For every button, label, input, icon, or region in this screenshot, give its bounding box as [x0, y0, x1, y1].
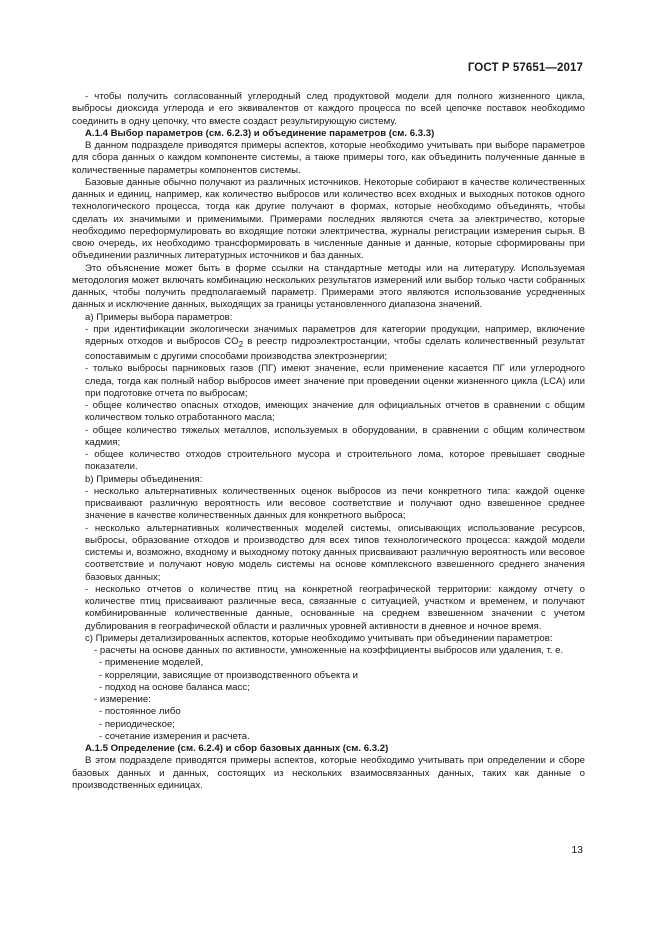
list-item	[72, 324, 585, 364]
paragraph: В данном подразделе приводятся примеры аспектов, которые необходимо учитывать при выборе параметров для сбора данных о каждом компоненте системы, а также примеры того, как объединить полученные данные в количественные параметры компонентов системы.	[72, 140, 585, 176]
sublist-item: - периодическое;	[99, 718, 175, 730]
list-heading-c: с) Примеры детализированных аспектов, которые необходимо учитывать при объединении параметров:	[85, 632, 553, 644]
list-item-text: - при идентификации экологически значимых параметров для категории продукции, например, включение ядерных отходов и выбросов CO	[85, 323, 585, 347]
list-item: - несколько отчетов о количестве птиц на конкретной географической территории: каждому отчету о количестве птиц присваивают различные веса, связанные с ситуацией, участком и временем, и получают комбинированные количественные данные, основанные на среднем взвешенном значении с учетом дублирования в географической области и различных уровней активности в дневное и ночное время.	[85, 583, 585, 632]
paragraph: - чтобы получить согласованный углеродный след продуктовой модели для полного жизненного цикла, выбросы диоксида углерода и его эквивалентов от каждого процесса по всей цепочке поставок необходимо соединить в одну цепочку, что вместе создаст результирующую систему.	[72, 91, 585, 127]
list-item: - измерение:	[94, 694, 151, 706]
list-item: - расчеты на основе данных по активности, умноженные на коэффициенты выбросов или удаления, т. е.	[94, 645, 564, 657]
page-number: 13	[571, 844, 583, 856]
section-heading-a15: А.1.5 Определение (см. 6.2.4) и сбор базовых данных (см. 6.3.2)	[85, 743, 389, 755]
list-item-text: в реестр гидроэлектростанции, чтобы сделать количественный результат сопоставимым с другими способами производства электроэнергии;	[85, 336, 585, 363]
list-item: - общее количество тяжелых металлов, используемых в оборудовании, в сравнении с общим количеством кадмия;	[85, 424, 585, 448]
list-item: - общее количество отходов строительного мусора и строительного лома, которое превышает сводные показатели.	[85, 449, 585, 473]
list-item: - только выбросы парниковых газов (ПГ) имеют значение, если применение касается ПГ или углеродного следа, тогда как полный набор выбросов имеет значение при проведении оценки жизненного цикла (LCA) или при подготовке отчета по выбросам;	[85, 363, 585, 399]
list-item: - несколько альтернативных количественных моделей системы, описывающих использование ресурсов, выбросы, образование отходов и производство для всех типов технологического процесса: каждой модели системы и, возможно, входному и выходному потоку данных присваивают различную вероятность или весовое соответствие и получают новую модель системы на основе комплексного взвешенного среднего значения базовых данных;	[85, 522, 585, 583]
list-heading-a: а) Примеры выбора параметров:	[85, 311, 233, 323]
paragraph: В этом подразделе приводятся примеры аспектов, которые необходимо учитывать при определении и сборе базовых данных и данных, состоящих из нескольких взаимосвязанных данных, таких как данные о производственных единицах.	[72, 755, 585, 791]
subscript: 2	[238, 339, 244, 349]
sublist-item: - подход на основе баланса масс;	[99, 681, 250, 693]
paragraph: Это объяснение может быть в форме ссылки на стандартные методы или на литературу. Используемая методология может включать комбинацию нескольких результатов измерений или выбор только части собранных данных, чтобы получить предполагаемый параметр. Примерами этого являются использование усредненных данных и исключение данных, выходящих за границы установленного диапазона значений.	[72, 262, 585, 311]
list-item: - несколько альтернативных количественных оценок выбросов из печи конкретного типа: каждой оценке присваивают различную вероятность или весовое соответствие и получают одно взвешенное среднее значение в качестве количественных данных для конкретного выброса;	[85, 485, 585, 522]
sublist-item: - применение моделей,	[99, 657, 204, 669]
document-body	[72, 91, 585, 792]
document-code-header: ГОСТ Р 57651—2017	[467, 62, 583, 74]
list-item: - общее количество опасных отходов, имеющих значение для официальных отчетов в сравнении с общим количеством только отработанного масла;	[85, 400, 585, 424]
section-heading-a14: А.1.4 Выбор параметров (см. 6.2.3) и объединение параметров (см. 6.3.3)	[85, 127, 435, 139]
sublist-item: - постоянное либо	[99, 706, 181, 718]
sublist-item: - сочетание измерения и расчета.	[99, 730, 250, 742]
paragraph: Базовые данные обычно получают из различных источников. Некоторые собирают в качестве количественных данных и единиц, например, как количество выбросов или количество всех входных и выходных потоков одного технологического процесса, тогда как другие получают в формах, которые необходимо объединять, чтобы сделать их значимыми и применимыми. Примерами последних являются счета за электричество, которые необходимо переформулировать во входящие потоки электричества, журналы регистрации измерения сырья. В свою очередь, их необходимо трансформировать в численные данные и данные, которые сформированы при объединении различных литературных источников и баз данных.	[72, 176, 585, 262]
list-heading-b: b) Примеры объединения:	[85, 473, 203, 485]
sublist-item: - корреляции, зависящие от производственного объекта и	[99, 669, 359, 681]
